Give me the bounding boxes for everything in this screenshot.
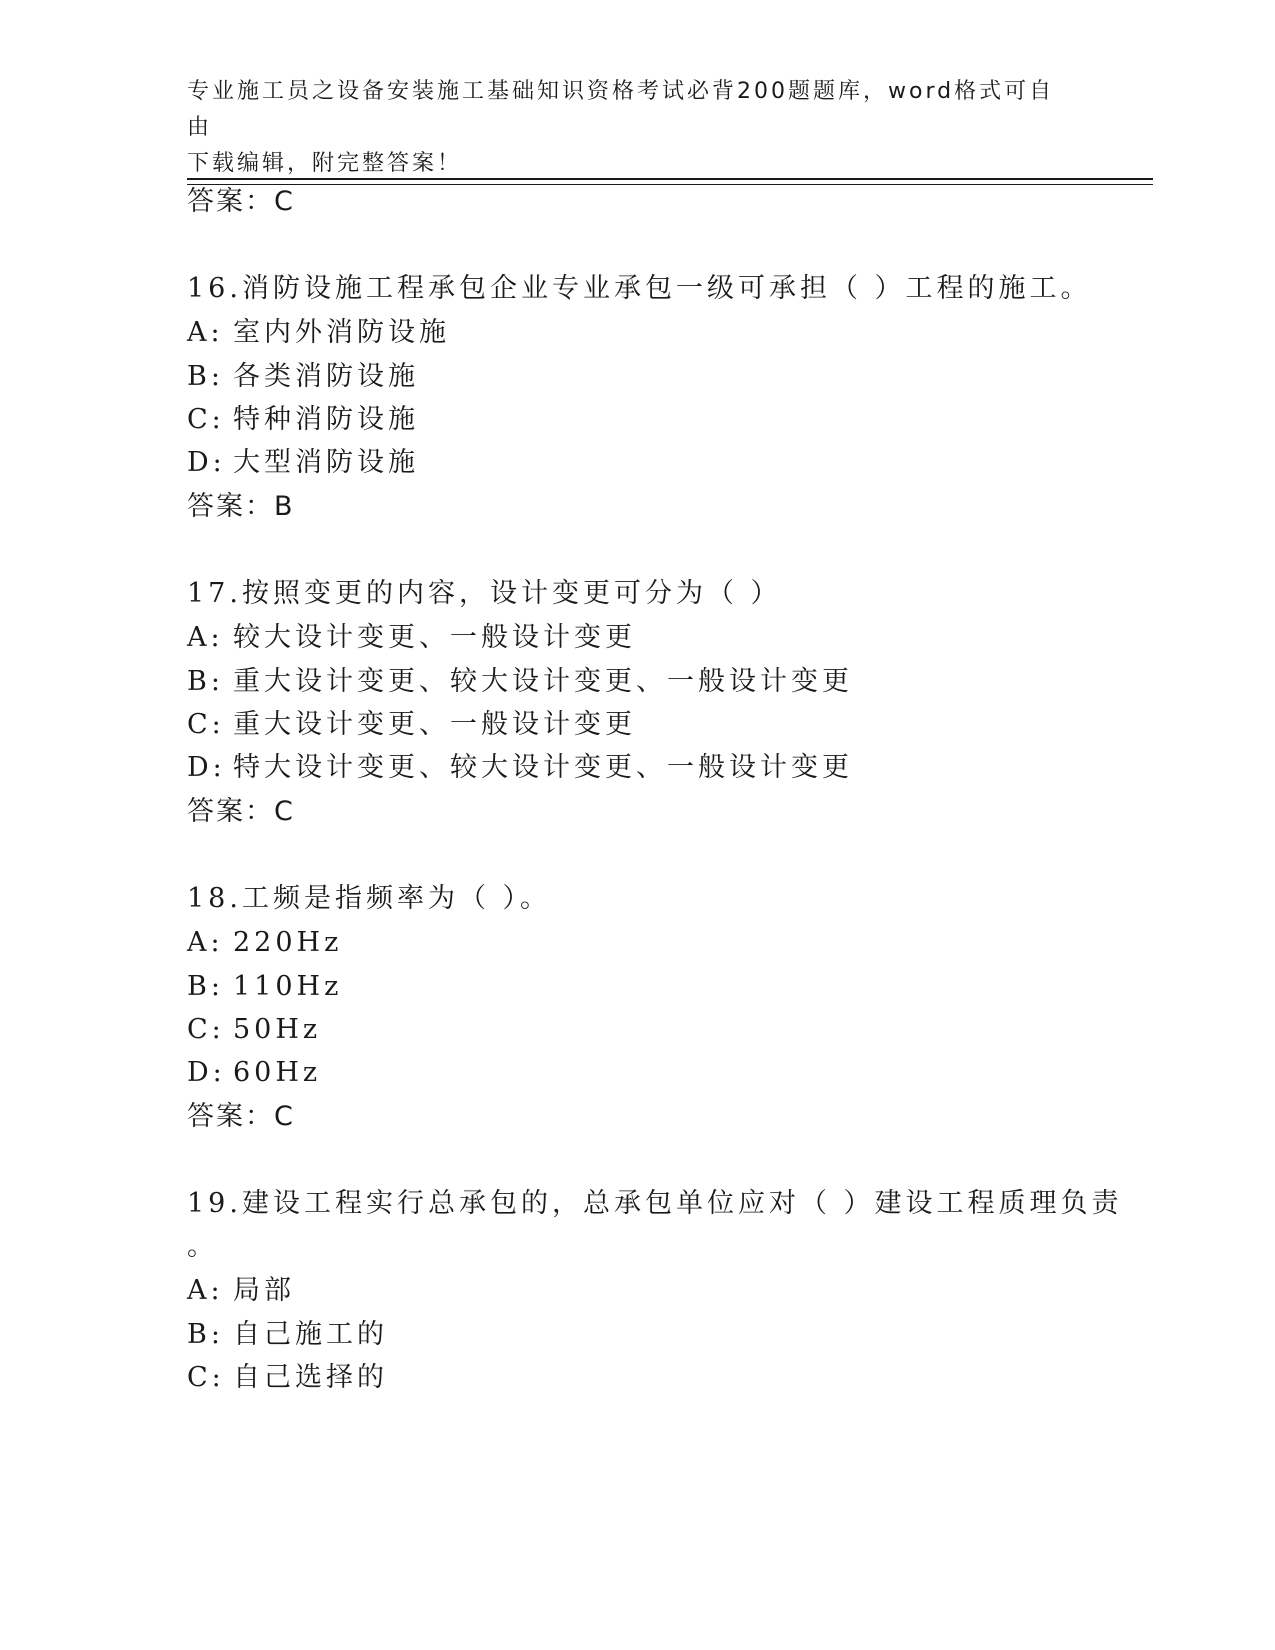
- option-line: [187, 1318, 388, 1352]
- option-line: [187, 446, 419, 480]
- option-line: [187, 1056, 321, 1090]
- option-text: 重大设计变更、较大设计变更、一般设计变更: [233, 666, 853, 697]
- option-text: 自己选择的: [233, 1362, 388, 1393]
- option-text: 较大设计变更、一般设计变更: [233, 622, 636, 653]
- option-text: 特种消防设施: [233, 404, 419, 435]
- question-stem: 18.工频是指频率为（ ）。: [187, 883, 552, 914]
- option-line: [187, 926, 342, 960]
- option-line: [187, 708, 636, 742]
- option-key: C:: [187, 404, 225, 435]
- option-line: [187, 751, 853, 785]
- option-line: [187, 316, 450, 350]
- option-text: 自己施工的: [233, 1319, 388, 1350]
- question-stem: 17.按照变更的内容，设计变更可分为（ ）: [187, 578, 782, 609]
- question-stem-continued: 。: [187, 1231, 218, 1262]
- option-text: 110Hz: [233, 971, 343, 1002]
- option-line: [187, 1274, 295, 1308]
- option-key: D:: [187, 447, 226, 478]
- option-line: [187, 1013, 321, 1047]
- document-header: [187, 74, 1067, 182]
- option-key: A:: [187, 927, 224, 958]
- option-key: D:: [187, 752, 226, 783]
- header-line-1: 专业施工员之设备安装施工基础知识资格考试必背200题题库，word格式可自由: [187, 79, 1055, 140]
- option-text: 60Hz: [233, 1057, 322, 1088]
- option-key: C:: [187, 709, 225, 740]
- answer-line: 答案：C: [187, 1101, 295, 1132]
- option-text: 室内外消防设施: [233, 317, 450, 348]
- option-line: [187, 665, 853, 699]
- option-text: 重大设计变更、一般设计变更: [233, 709, 636, 740]
- option-text: 各类消防设施: [233, 361, 419, 392]
- option-key: D:: [187, 1057, 226, 1088]
- header-divider: [187, 178, 1153, 185]
- option-key: C:: [187, 1362, 225, 1393]
- option-key: B:: [187, 361, 224, 392]
- option-line: [187, 970, 342, 1004]
- option-key: A:: [187, 1275, 224, 1306]
- option-text: 大型消防设施: [233, 447, 419, 478]
- header-line-2: 下载编辑，附完整答案！: [187, 151, 463, 176]
- option-line: [187, 1361, 388, 1395]
- question-stem: 16.消防设施工程承包企业专业承包一级可承担（ ）工程的施工。: [187, 273, 1092, 304]
- option-text: 50Hz: [233, 1014, 322, 1045]
- option-key: A:: [187, 622, 224, 653]
- answer-line: 答案：B: [187, 491, 295, 522]
- option-key: B:: [187, 666, 224, 697]
- option-key: B:: [187, 1319, 224, 1350]
- option-key: C:: [187, 1014, 225, 1045]
- option-text: 220Hz: [233, 927, 343, 958]
- option-text: 局部: [233, 1275, 295, 1306]
- option-line: [187, 403, 419, 437]
- option-line: [187, 621, 636, 655]
- option-key: B:: [187, 971, 224, 1002]
- answer-line: 答案：C: [187, 186, 295, 217]
- option-key: A:: [187, 317, 224, 348]
- question-stem: 19.建设工程实行总承包的，总承包单位应对（ ）建设工程质理负责: [187, 1188, 1123, 1219]
- answer-line: 答案：C: [187, 796, 295, 827]
- option-line: [187, 360, 419, 394]
- option-text: 特大设计变更、较大设计变更、一般设计变更: [233, 752, 853, 783]
